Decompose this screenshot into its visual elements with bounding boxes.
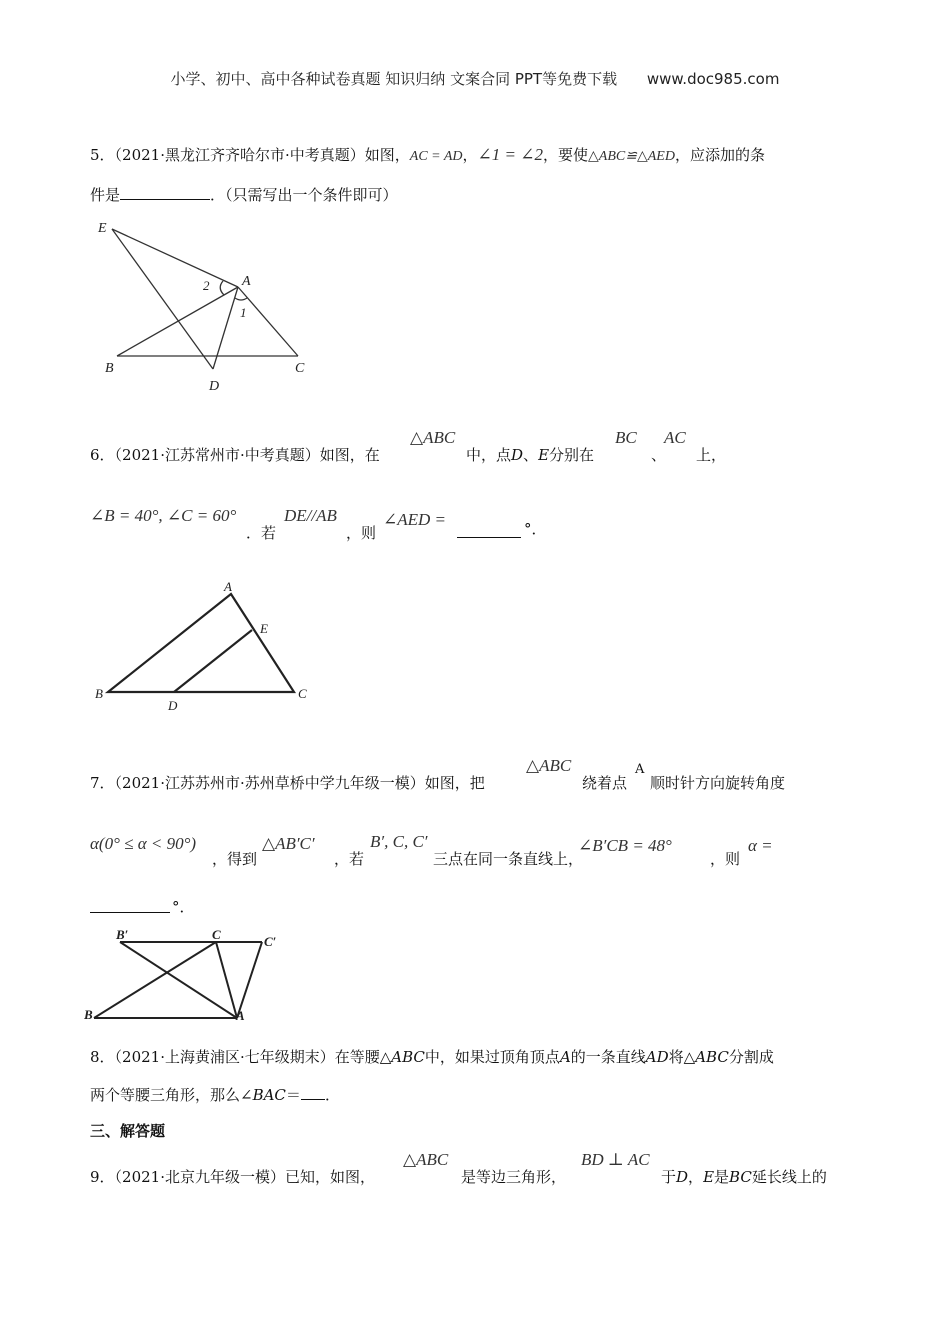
q7-text4: ，若 (334, 850, 365, 868)
q5-arc-angle1 (235, 298, 247, 300)
q7-point-A: A (635, 762, 645, 777)
q7-seg-CpA (237, 942, 262, 1018)
q6-source: （2021·江苏常州市·中考真题）如图，在 (114, 446, 380, 464)
q9-text1: 是等边三角形， (461, 1168, 567, 1186)
q5-sep: ， (462, 146, 478, 164)
section-title-answers: 三、解答题 (90, 1122, 166, 1140)
q5-figure (95, 214, 325, 399)
q8-text3: 将△ (668, 1048, 696, 1066)
q7-answer-blank[interactable] (90, 912, 170, 913)
q6-comma: 、 (523, 446, 539, 464)
q5-math-congruent: △ABC≌△AED (588, 149, 675, 164)
q7-text2: 顺时针方向旋转角度 (650, 774, 786, 792)
q8-text4: 分割成 (728, 1048, 774, 1066)
q6-label-A: A (224, 579, 232, 594)
q7-text5: 三点在同一条直线上， (433, 850, 584, 868)
q9-text3: ， (688, 1168, 704, 1186)
q8-line2a: 两个等腰三角形，那么∠ (90, 1086, 253, 1104)
q5-arc-angle2 (220, 281, 224, 295)
q7-label-Bp: B′ (116, 927, 129, 942)
q5-text3: ，应添加的条 (674, 146, 765, 164)
q8-text2: 的一条直线 (570, 1048, 646, 1066)
q6-math-angles: ∠B = 40°, ∠C = 60° (90, 506, 237, 525)
q6-text4: ．若 (246, 524, 277, 542)
q6-label-B: B (95, 686, 103, 701)
q5-math-angles: ∠1 = ∠2 (477, 145, 543, 164)
q7-math-points: B′, C, C′ (370, 832, 428, 851)
q5-seg-EA (112, 229, 238, 287)
q6-math-aed: ∠AED = (383, 510, 447, 529)
q6-text1: 中，点 (466, 446, 512, 464)
q5-label-B: B (105, 361, 114, 376)
q6-dun: 、 (651, 446, 667, 464)
q9-seg-BC: BC (729, 1168, 752, 1186)
q6-text5: ，则 (346, 524, 377, 542)
q6-point-D: D (511, 446, 524, 464)
q6-text2: 分别在 (549, 446, 595, 464)
q5-seg-ED (112, 229, 213, 369)
header-site-url: www.doc985.com (646, 70, 780, 88)
q7-source: （2021·江苏苏州市·苏州草桥中学九年级一模）如图，把 (114, 774, 485, 792)
q6-math-abc: △ABC (410, 428, 456, 447)
q5-label-1: 1 (240, 305, 247, 320)
q5-line2b: ．（只需写出一个条件即可） (210, 186, 398, 204)
q7-math-abc: △ABC (526, 756, 572, 775)
q6-math-parallel: DE//AB (284, 506, 337, 525)
q6-label-D: D (168, 698, 178, 713)
q6-math-ac: AC (664, 428, 686, 447)
q7-math-alpha: α = (748, 836, 773, 855)
q9-text5: 延长线上的 (751, 1168, 827, 1186)
q6-text1-wrap (466, 444, 594, 465)
q7-label-C: C (212, 927, 221, 942)
q5-answer-blank[interactable] (120, 199, 210, 200)
q8-angle-BAC: BAC (252, 1086, 286, 1104)
page-header (0, 68, 950, 89)
q7-math-angle: ∠B′CB = 48° (578, 836, 672, 855)
q8-end: ． (324, 1086, 340, 1104)
q5-math-ac-ad: AC = AD (409, 149, 463, 164)
q6-seg-DE (174, 630, 252, 692)
q7-line1 (90, 772, 485, 793)
q6-point-E: E (538, 446, 550, 464)
q5-number: 5． (90, 146, 115, 164)
q8-text1: 中，如果过顶角顶点 (424, 1048, 560, 1066)
q6-label-C: C (298, 686, 307, 701)
q7-figure (84, 926, 294, 1026)
q9-text4: 是 (714, 1168, 730, 1186)
q7-seg-BC (94, 942, 216, 1018)
q7-label-A: A (236, 1008, 245, 1023)
q7-number: 7． (90, 774, 115, 792)
q9-math-abc: △ABC (403, 1150, 449, 1169)
header-tagline: 小学、初中、高中各种试卷真题 知识归纳 文案合同 PPT等免费下载 (170, 70, 618, 88)
q7-math-alpha-range: α(0° ≤ α < 90°) (90, 834, 197, 853)
q5-label-D: D (209, 379, 220, 394)
q7-label-Cp: C′ (264, 934, 277, 949)
q9-number: 9． (90, 1168, 115, 1186)
q8-abc2: ABC (695, 1048, 729, 1066)
q8-equals: ＝ (285, 1086, 301, 1104)
q6-line1 (90, 444, 380, 465)
q6-figure (90, 575, 330, 715)
q5-text2: ，要使 (543, 146, 589, 164)
q5-line2a: 件是 (90, 186, 121, 204)
q8-answer-blank[interactable] (301, 1099, 325, 1100)
q9-point-D: D (676, 1168, 689, 1186)
q5-label-A: A (242, 274, 251, 289)
q9-source: （2021·北京九年级一模）已知，如图， (114, 1168, 375, 1186)
q6-text3: 上， (696, 446, 727, 464)
q7-math-abpcp: △AB′C′ (262, 834, 315, 853)
q6-answer-blank[interactable] (457, 537, 521, 538)
q8-line2 (90, 1084, 340, 1105)
q7-text3: ，得到 (212, 850, 258, 868)
q7-text6: ，则 (710, 850, 741, 868)
q5-line2 (90, 184, 398, 205)
q6-text6: °． (524, 520, 547, 538)
q5-label-C: C (295, 361, 305, 376)
q8-source: （2021·上海黄浦区·七年级期末）在等腰△ (114, 1048, 392, 1066)
q9-point-E: E (703, 1168, 715, 1186)
q9-text2-wrap (661, 1166, 827, 1187)
q6-triangle-ABC (108, 594, 294, 692)
q5-label-E: E (98, 221, 107, 236)
q7-text1: 绕着点 (582, 774, 628, 792)
q8-abc1: ABC (391, 1048, 425, 1066)
q7-end: °． (172, 898, 195, 916)
q5-seg-AC (238, 287, 298, 356)
q9-line1 (90, 1166, 375, 1187)
q9-math-perp: BD ⊥ AC (581, 1150, 650, 1169)
q8-number: 8． (90, 1048, 115, 1066)
q5-line1 (90, 144, 765, 165)
q6-label-E: E (260, 621, 268, 636)
q8-line1 (90, 1046, 774, 1067)
q9-text2: 于 (661, 1168, 677, 1186)
q6-number: 6． (90, 446, 115, 464)
q6-math-bc: BC (615, 428, 637, 447)
q8-point-A: A (559, 1048, 571, 1066)
q8-line-AD: AD (645, 1048, 669, 1066)
q5-source: （2021·黑龙江齐齐哈尔市·中考真题）如图， (114, 146, 410, 164)
q5-label-2: 2 (203, 278, 210, 293)
q7-label-B: B (84, 1007, 93, 1022)
